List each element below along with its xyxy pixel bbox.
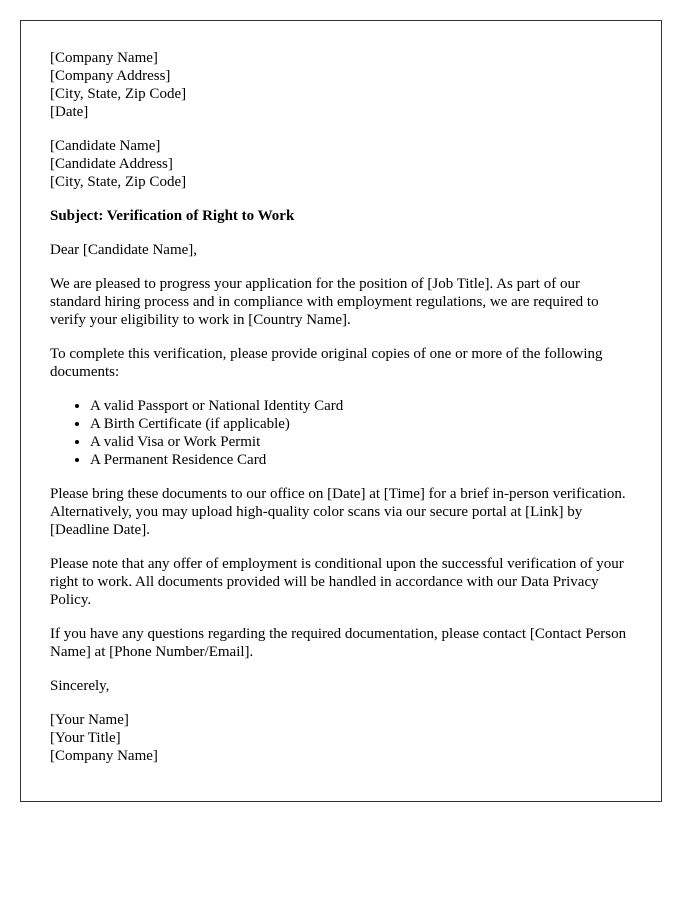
sender-company-address: [Company Address] [50,68,171,84]
recipient-city-state-zip: [City, State, Zip Code] [50,174,187,190]
list-item: • A Birth Certificate (if applicable) [90,415,632,433]
list-item: • A valid Passport or National Identity Card [90,397,632,415]
list-item: • A valid Visa or Work Permit [90,433,632,451]
documents-list [50,397,632,469]
signature-name: [Your Name] [50,712,129,728]
signature-company: [Company Name] [50,748,158,764]
sender-company-name: [Company Name] [50,50,158,66]
recipient-address: [Candidate Address] [50,156,173,172]
salutation: Dear [Candidate Name], [50,242,198,258]
instructions-paragraph: Please bring these documents to our office on [Date] at [Time] for a brief in-person verification. Alternatively, you may upload high-quality color scans via our secure portal at [Link] by [Deadline Date]. [50,486,626,538]
list-item: • A Permanent Residence Card [90,451,632,469]
sender-block [50,49,632,121]
request-paragraph: To complete this verification, please provide original copies of one or more of the following documents: [50,346,603,380]
recipient-block [50,137,632,191]
conditions-paragraph: Please note that any offer of employment is conditional upon the successful verification of your right to work. All documents provided will be handled in accordance with our Data Privacy Policy. [50,556,624,608]
intro-paragraph: We are pleased to progress your application for the position of [Job Title]. As part of our standard hiring process and in compliance with employment regulations, we are required to verify your eligibility to work in [Country Name]. [50,276,599,328]
letter-date: [Date] [50,104,89,120]
letter [20,20,662,802]
signature-title: [Your Title] [50,730,121,746]
contact-paragraph: If you have any questions regarding the required documentation, please contact [Contact Person Name] at [Phone Number/Email]. [50,626,627,660]
sender-city-state-zip: [City, State, Zip Code] [50,86,187,102]
recipient-name: [Candidate Name] [50,138,161,154]
signature-block [50,711,632,765]
closing: Sincerely, [50,678,110,694]
subject-line: Subject: Verification of Right to Work [50,208,295,224]
